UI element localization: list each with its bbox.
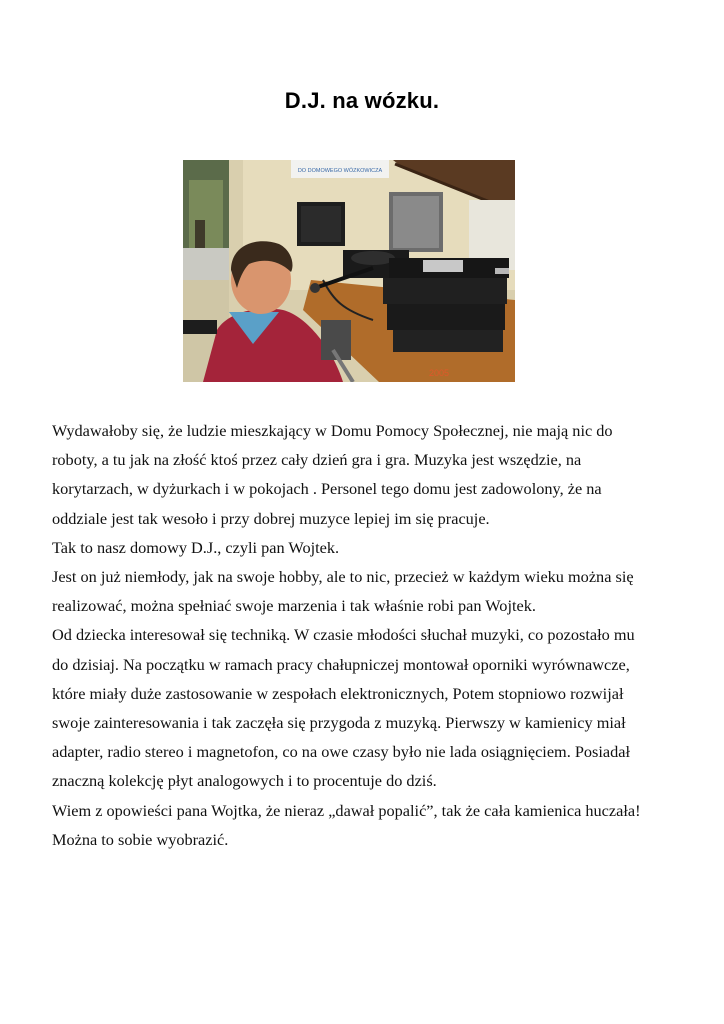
document-title: D.J. na wózku.	[284, 88, 440, 113]
body-line: do dzisiaj. Na początku w ramach pracy chałupniczej montował oporniki wyrównawcze,	[52, 654, 630, 674]
article-body	[52, 416, 692, 854]
body-line: Od dziecka interesował się techniką. W czasie młodości słuchał muzyki, co pozostało mu	[52, 625, 635, 645]
body-line: roboty, a tu jak na złość ktoś przez cały dzień gra i gra. Muzyka jest wszędzie, na	[52, 450, 582, 470]
body-line: swoje zainteresowania i tak zaczęła się przygoda z muzyką. Pierwszy w kamienicy miał	[52, 713, 626, 733]
wall-sign-text: DO DOMOWEGO WÓZKOWICZA	[297, 168, 383, 174]
body-line: znaczną kolekcję płyt analogowych i to procentuje do dziś.	[52, 771, 437, 791]
body-line: realizować, można spełniać swoje marzenia i tak właśnie robi pan Wojtek.	[52, 596, 536, 616]
body-line: Można to sobie wyobrazić.	[52, 829, 229, 849]
body-line: które miały duże zastosowanie w zespołach elektronicznych, Potem stopniowo rozwijał	[52, 683, 624, 703]
body-line: Jest on już niemłody, jak na swoje hobby, ale to nic, przecież w każdym wieku można się	[52, 567, 634, 587]
dj-photo	[183, 160, 515, 382]
body-line: korytarzach, w dyżurkach i w pokojach . Personel tego domu jest zadowolony, że na	[52, 479, 602, 499]
body-line: oddziale jest tak wesoło i przy dobrej muzyce lepiej im się pracuje.	[52, 508, 490, 528]
body-line: adapter, radio stereo i magnetofon, co na owe czasy było nie lada osiągnięciem. Posiadał	[52, 742, 631, 762]
body-line: Tak to nasz domowy D.J., czyli pan Wojtek.	[52, 537, 340, 557]
body-line: Wydawałoby się, że ludzie mieszkający w Domu Pomocy Społecznej, nie mają nic do	[52, 421, 613, 440]
body-line: Wiem z opowieści pana Wojtka, że nieraz „dawał popalić”, tak że cała kamienica huczała!	[52, 800, 641, 820]
photo-date-stamp: 2005	[429, 368, 450, 378]
